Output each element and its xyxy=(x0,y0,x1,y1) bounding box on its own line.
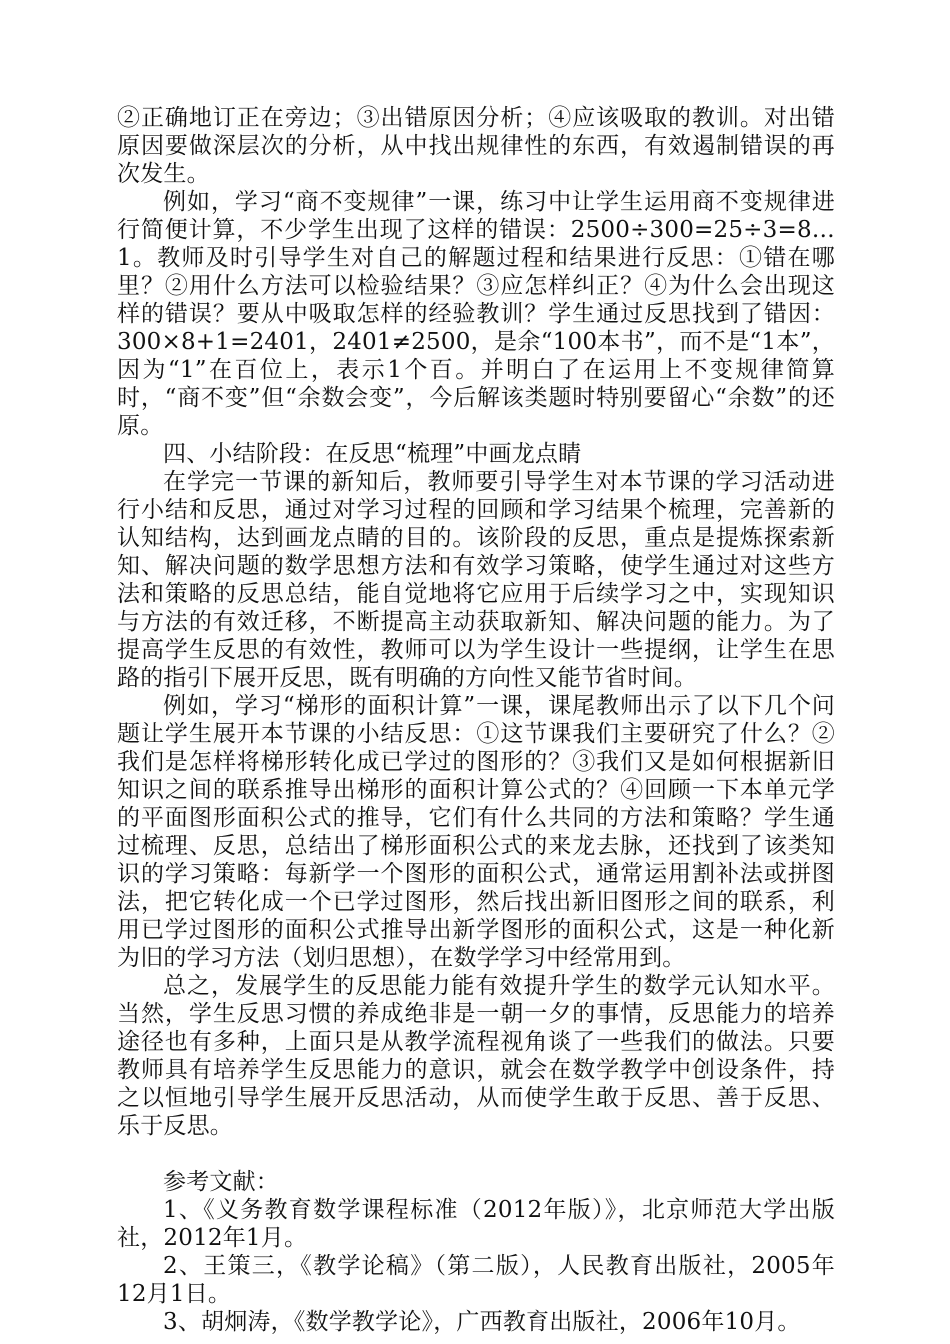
references-section xyxy=(117,1168,835,1336)
reference-item: 3、胡炯涛，《数学教学论》，广西教育出版社，2006年10月。 xyxy=(163,1309,801,1335)
reference-item: 2、王策三，《教学论稿》（第二版），人民教育出版社，2005年12月1日。 xyxy=(117,1253,835,1307)
reference-item: 1、《义务教育数学课程标准（2012年版）》，北京师范大学出版社，2012年1月。 xyxy=(117,1197,835,1251)
paragraph-continuation: ②正确地订正在旁边；③出错原因分析；④应该吸取的教训。对出错原因要做深层次的分析，从中找出规律性的东西，有效遏制错误的再次发生。 xyxy=(117,105,835,187)
section-heading-summary-stage: 四、小结阶段：在反思“梳理”中画龙点睛 xyxy=(163,441,582,467)
paragraph-conclusion: 总之，发展学生的反思能力能有效提升学生的数学元认知水平。当然，学生反思习惯的养成绝非是一朝一夕的事情，反思能力的培养途径也有多种，上面只是从教学流程视角谈了一些我们的做法。只要教师具有培养学生反思能力的意识，就会在数学教学中创设条件，持之以恒地引导学生展开反思活动，从而使学生敢于反思、善于反思、乐于反思。 xyxy=(117,973,835,1139)
references-heading: 参考文献： xyxy=(163,1169,279,1195)
document-page xyxy=(117,104,835,1336)
paragraph-example-quotient-rule: 例如，学习“商不变规律”一课，练习中让学生运用商不变规律进行简便计算，不少学生出现了这样的错误：2500÷300=25÷3=8…1。教师及时引导学生对自己的解题过程和结果进行反思：①错在哪里？②用什么方法可以检验结果？③应怎样纠正？④为什么会出现这样的错误？要从中吸取怎样的经验教训？学生通过反思找到了错因：300×8+1=2401，2401≠2500，是余“100本书”，而不是“1本”，因为“1”在百位上，表示1个百。并明白了在运用上不变规律简算时，“商不变”但“余数会变”，今后解该类题时特别要留心“余数”的还原。 xyxy=(117,189,835,439)
paragraph-summary-reflection: 在学完一节课的新知后，教师要引导学生对本节课的学习活动进行小结和反思，通过对学习过程的回顾和学习结果个梳理，完善新的认知结构，达到画龙点睛的目的。该阶段的反思，重点是提炼探索新知、解决问题的数学思想方法和有效学习策略，使学生通过对这些方法和策略的反思总结，能自觉地将它应用于后续学习之中，实现知识与方法的有效迁移，不断提高主动获取新知、解决问题的能力。为了提高学生反思的有效性，教师可以为学生设计一些提纲，让学生在思路的指引下展开反思，既有明确的方向性又能节省时间。 xyxy=(117,469,835,691)
paragraph-example-trapezoid-area: 例如，学习“梯形的面积计算”一课，课尾教师出示了以下几个问题让学生展开本节课的小结反思：①这节课我们主要研究了什么？②我们是怎样将梯形转化成已学过的图形的？③我们又是如何根据新旧知识之间的联系推导出梯形的面积计算公式的？④回顾一下本单元学的平面图形面积公式的推导，它们有什么共同的方法和策略？学生通过梳理、反思，总结出了梯形面积公式的来龙去脉，还找到了该类知识的学习策略：每新学一个图形的面积公式，通常运用割补法或拼图法，把它转化成一个已学过图形，然后找出新旧图形之间的联系，利用已学过图形的面积公式推导出新学图形的面积公式，这是一种化新为旧的学习方法（划归思想），在数学学习中经常用到。 xyxy=(117,693,835,971)
